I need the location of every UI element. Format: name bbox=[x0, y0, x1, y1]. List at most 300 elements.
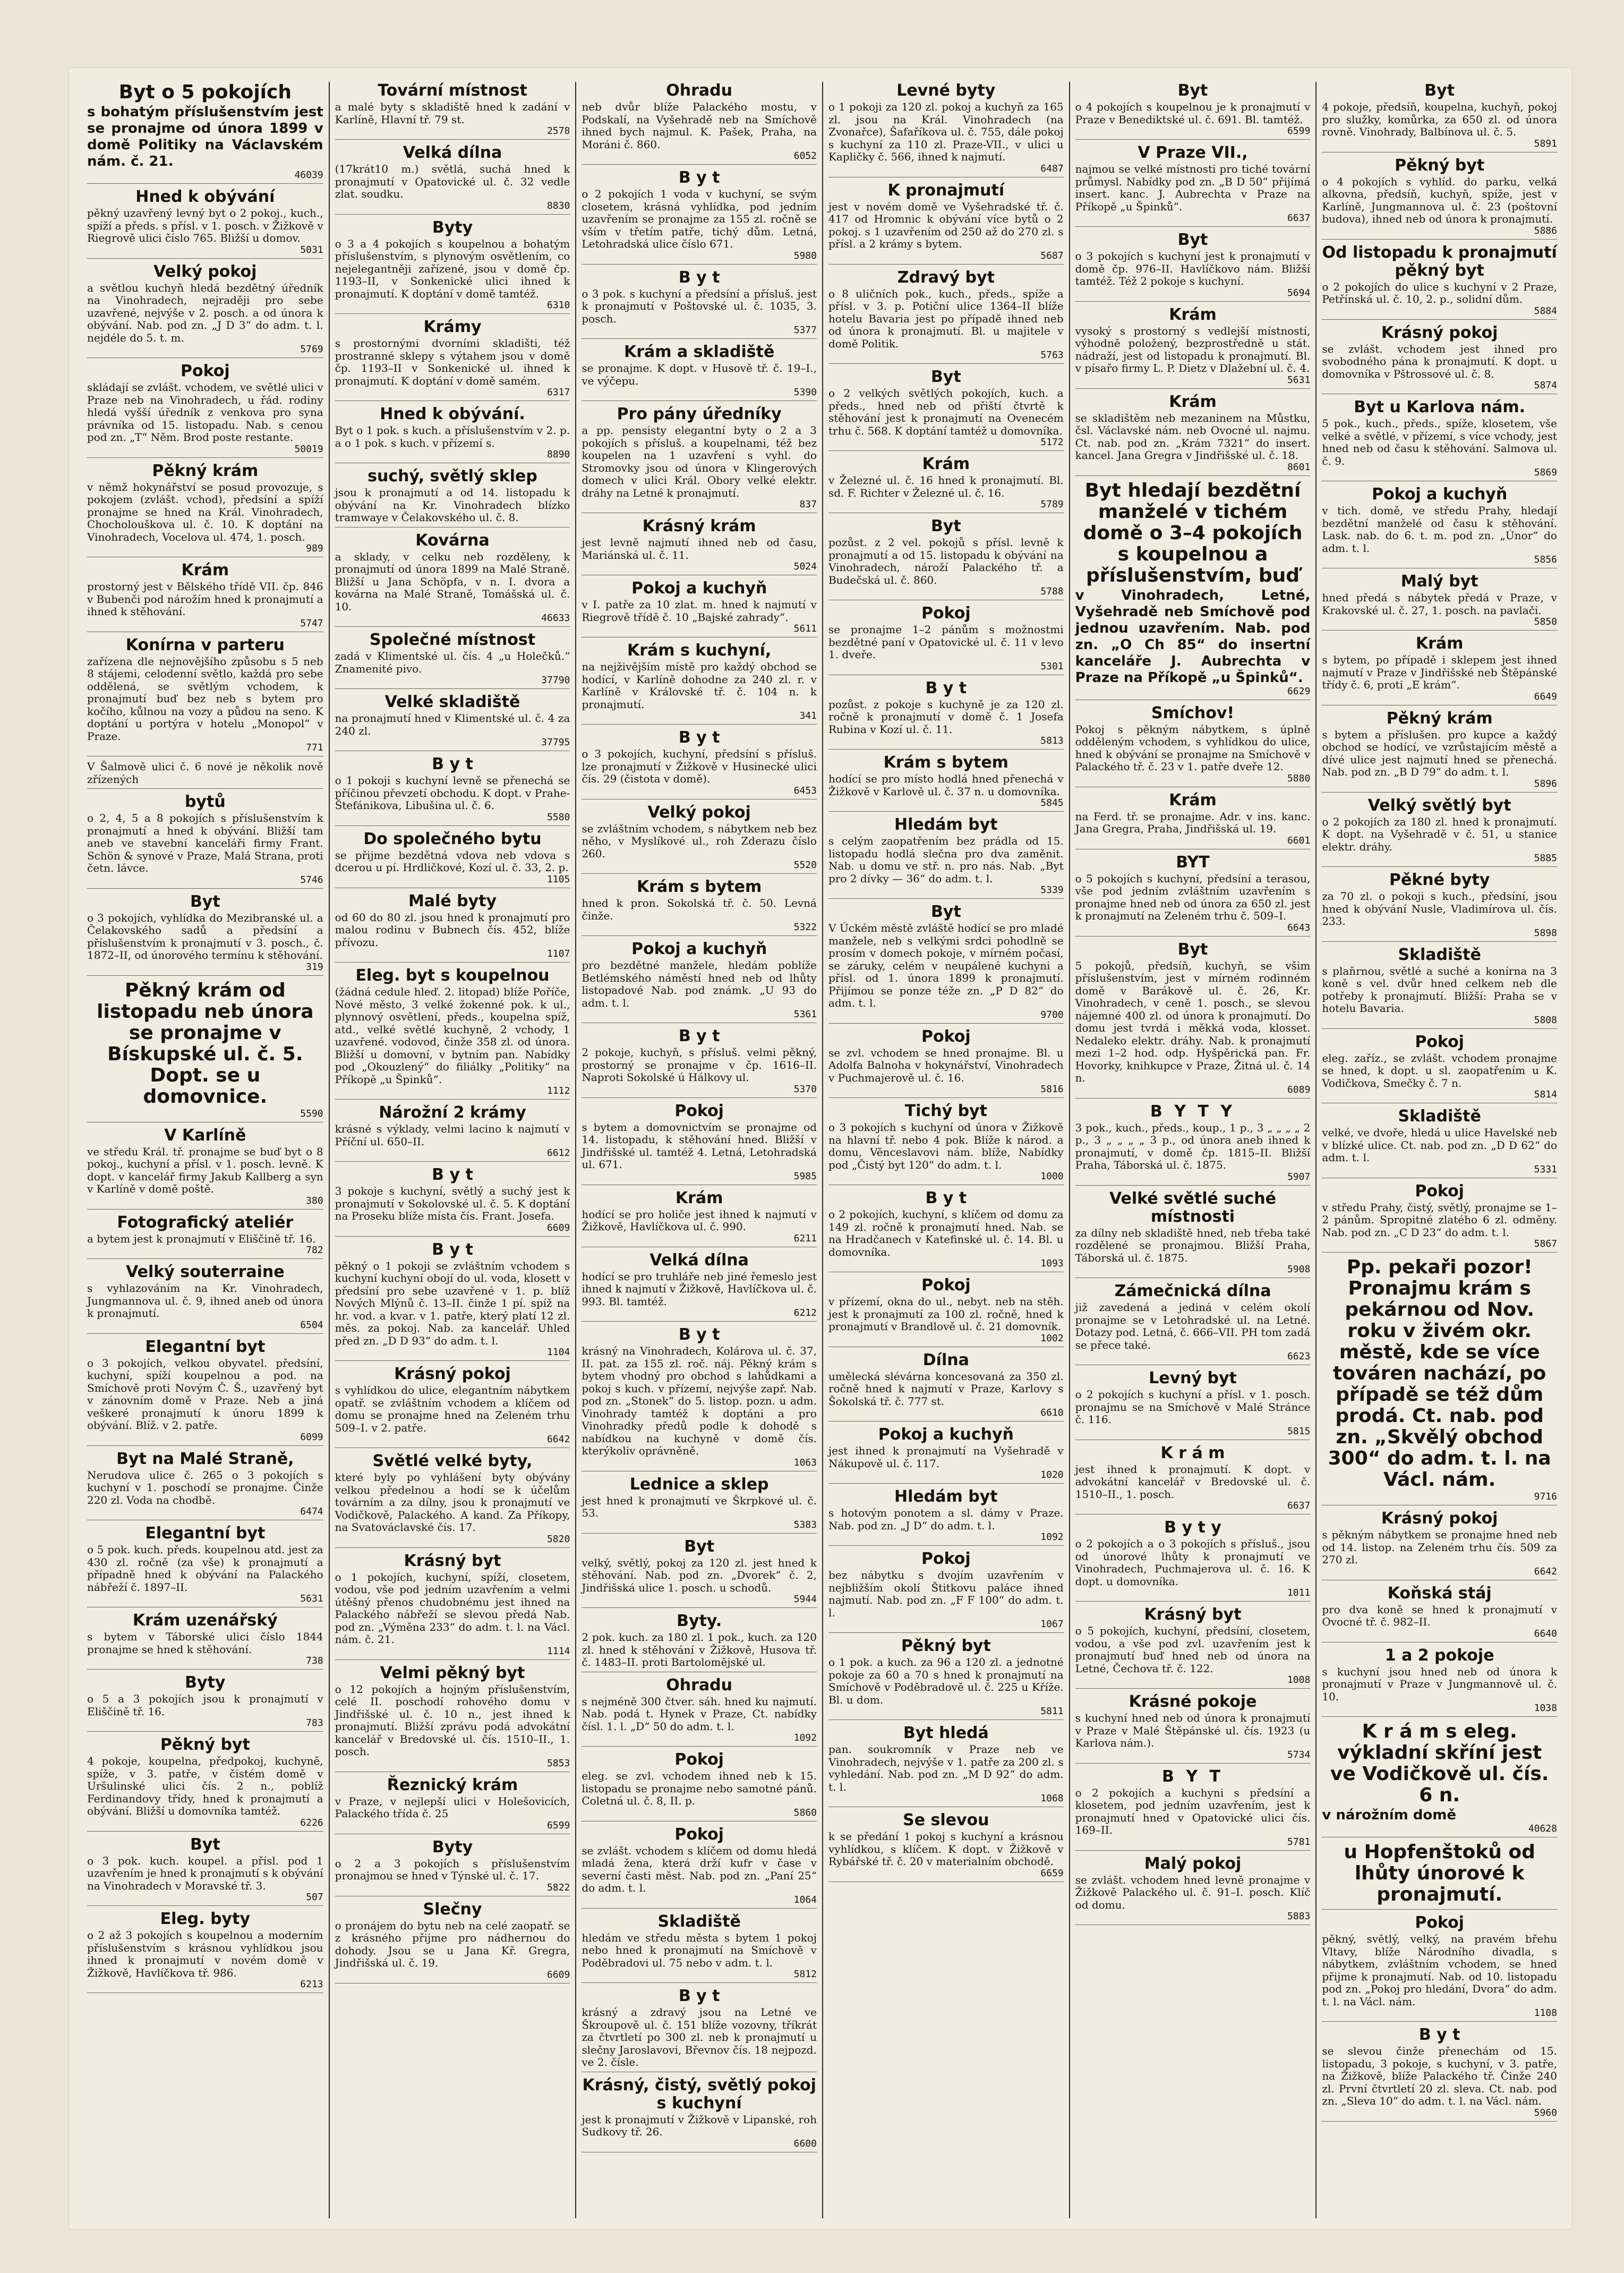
ad-reference-number: 1063 bbox=[793, 1457, 817, 1468]
ad-reference-number: 1064 bbox=[793, 1894, 817, 1905]
ad-reference-number: 8830 bbox=[546, 200, 570, 211]
classified-ad bbox=[87, 82, 323, 184]
ad-reference-number: 5631 bbox=[300, 1593, 323, 1604]
ad-reference-number: 5880 bbox=[1287, 772, 1311, 784]
ad-headline: Velký světlý byt bbox=[1367, 796, 1511, 815]
ad-text: jest v novém domě ve Vyšehradské tř. č. 417 od Hromnic k obývání více bytů o 2 pokoj. s 1 uzavřením od 250 až do 270 zl. s přísl. a 2 krámy s bytem. bbox=[828, 200, 1064, 250]
classified-ad bbox=[87, 636, 323, 757]
ad-reference-number: 6317 bbox=[546, 387, 570, 398]
column-2 bbox=[329, 82, 576, 2218]
classified-ad bbox=[1322, 871, 1557, 942]
ad-headline: Levné byty bbox=[896, 82, 996, 100]
classified-ad bbox=[582, 878, 817, 936]
classified-ad bbox=[828, 1724, 1064, 1807]
ad-headline: Hledám byt bbox=[894, 815, 998, 834]
ad-reference-number: 6099 bbox=[300, 1431, 323, 1443]
ad-reference-number: 50019 bbox=[294, 443, 323, 455]
ad-reference-number: 6609 bbox=[546, 1222, 570, 1233]
ad-reference-number: 6642 bbox=[1534, 1565, 1557, 1577]
ad-headline: Se slevou bbox=[903, 1811, 989, 1829]
ad-text: jest ihned k pronajmutí na Vyšehradě v Nákupově ul. č. 117. bbox=[828, 1444, 1064, 1470]
ad-headline: Malé byty bbox=[408, 891, 497, 910]
ad-headline: Eleg. byty bbox=[160, 1910, 251, 1928]
ad-headline: Byt bbox=[1424, 82, 1455, 100]
ad-text: o 3 a 4 pokojích s koupelnou a bohatým příslušenstvím, s plynovým osvětlením, co nejelegantněji zařízené, jsou v domě čp. 1193–II, v Sonkenické ulici ihned k pronajmutí. K doptání v domě tamtéž. bbox=[335, 237, 570, 300]
ad-reference-number: 5788 bbox=[1040, 586, 1064, 597]
ad-headline: K r á m bbox=[1160, 1443, 1225, 1462]
ad-headline: B y t bbox=[678, 1987, 720, 2005]
ad-text: o 2 pokojích s kuchyní a přísl. v 1. posch. pronajmu se na Smíchově v Malé Stránce č. 116. bbox=[1075, 1388, 1311, 1426]
classified-ad bbox=[1322, 710, 1557, 793]
ad-reference-number: 771 bbox=[306, 742, 323, 753]
classified-ad bbox=[335, 693, 570, 751]
ad-text: s bytem a příslušen. pro kupce a každý obchod se hodící, ve vzrůstajícím městě a dívé ulice jest najmutí hned se přenechá. Nab. pod zn. „B D 79“ do adm. t. l. bbox=[1322, 728, 1557, 778]
classified-ad bbox=[87, 761, 323, 789]
ad-headline: Krám s bytem bbox=[637, 878, 762, 896]
classified-ad bbox=[87, 893, 323, 976]
ad-reference-number: 5781 bbox=[1287, 1836, 1311, 1848]
classified-ad bbox=[1075, 854, 1311, 937]
classified-ad bbox=[582, 804, 817, 874]
ad-reference-number: 6089 bbox=[1287, 1084, 1311, 1095]
ad-reference-number: 507 bbox=[306, 1892, 323, 1903]
ad-reference-number: 5377 bbox=[793, 325, 817, 336]
classified-ad bbox=[335, 532, 570, 627]
ad-reference-number: 1107 bbox=[546, 948, 570, 959]
classified-ad bbox=[582, 82, 817, 165]
classified-ad bbox=[1322, 1510, 1557, 1580]
ad-reference-number: 5390 bbox=[793, 387, 817, 398]
ad-reference-number: 6637 bbox=[1287, 1500, 1311, 1511]
ad-reference-number: 1108 bbox=[1534, 2007, 1557, 2019]
ad-headline: Krám bbox=[1169, 790, 1217, 810]
ad-reference-number: 6052 bbox=[793, 150, 817, 161]
ad-reference-number: 1093 bbox=[1040, 1258, 1064, 1269]
ad-reference-number: 6599 bbox=[546, 1819, 570, 1831]
ad-reference-number: 9700 bbox=[1040, 1009, 1064, 1020]
classified-ad bbox=[87, 462, 323, 558]
ad-headline: Pokoj bbox=[181, 362, 230, 380]
ad-reference-number: 5980 bbox=[793, 250, 817, 261]
classified-ad bbox=[582, 169, 817, 265]
ad-reference-number: 5361 bbox=[793, 1009, 817, 1020]
ad-reference-number: 5024 bbox=[793, 561, 817, 572]
ad-headline: Pokoj bbox=[674, 1101, 724, 1120]
ad-headline: Pěkný krám od listopadu neb února se pronajme v Bískupské ul. č. 5. Dopt. se u domovnice. bbox=[97, 979, 314, 1108]
ad-headline: Byt bbox=[930, 903, 961, 921]
ad-headline: Byt bbox=[930, 517, 961, 535]
ad-headline: Konírna v parteru bbox=[125, 635, 285, 654]
classified-ad bbox=[87, 1674, 323, 1732]
ad-headline: Od listopadu k pronajmutí pěkný byt bbox=[1322, 243, 1557, 280]
classified-ad bbox=[1075, 144, 1311, 227]
classified-ad bbox=[582, 1326, 817, 1471]
classified-ad bbox=[335, 144, 570, 215]
classified-ad bbox=[1322, 1647, 1557, 1717]
ad-reference-number: 6504 bbox=[300, 1319, 323, 1331]
ad-headline: Byt bbox=[684, 1537, 715, 1556]
ad-reference-number: 5985 bbox=[793, 1170, 817, 1182]
ad-reference-number: 5813 bbox=[1040, 735, 1064, 746]
ad-headline: Pokoj a kuchyň bbox=[631, 579, 767, 598]
ad-text: 5 pokojů, předsíň, kuchyň, se všim příslušenstvím, jest v mírném rodinném domě v Barákově ul. č. 26, Kr. Vinohradech, v ceně 1. posch., se slevou nájemné 400 zl. od února k pronajmutí. Do domu jest tvrdá i měkká voda, klosset. Nedaleko elektr. dráhy. Nab. k pronajmutí mezi 1–2 hod. odp. Hyšpěrická pan. Fr. Hovorky, knihkupce v Praze, Žitná ul. č. 14 n. bbox=[1075, 959, 1311, 1084]
classified-ad bbox=[828, 1550, 1064, 1633]
ad-headline: Pokoj bbox=[674, 1825, 724, 1844]
ad-reference-number: 5960 bbox=[1534, 2107, 1557, 2118]
classified-ad bbox=[87, 1836, 323, 1906]
ad-text: umělecká slévárna koncesovaná za 350 zl. ročně hned k najmutí v Praze, Karlovy s Šokolská tř. č. 777 st. bbox=[828, 1369, 1064, 1408]
ad-text: s bytem, po případě i sklepem jest ihned najmutí v Praze v Jindřišské neb Štěpánské třídy č. 6, proti „E krám“. bbox=[1322, 653, 1557, 691]
classified-ad bbox=[828, 1102, 1064, 1185]
ad-text: krásné s výklady, velmi lacino k najmutí v Příční ul. 650–II. bbox=[335, 1122, 570, 1148]
ad-text: 2 pokoje, kuchyň, s přísluš. velmi pěkný, prostorný se pronajme v čp. 1616–II. Naproti Sokolské ú Hálkovy ul. bbox=[582, 1046, 817, 1084]
classified-ad bbox=[335, 1838, 570, 1896]
ad-headline: Krásný, čistý, světlý pokoj s kuchyní bbox=[582, 2075, 816, 2113]
classified-ad bbox=[335, 892, 570, 963]
ad-reference-number: 1105 bbox=[546, 873, 570, 885]
ad-text: které byly po vyhlášení byty obývány velkou předelnou a hodí se k účelům továrním a za dílny, jsou k pronajmutí ve Vodičkově, Palackého. A kand. Za Příkopy, na Svatováclavské čís. 17. bbox=[335, 1471, 570, 1534]
ad-headline: B y t bbox=[432, 1240, 473, 1259]
ad-text: se zvlášt. vchodem hned levně pronajme v Žižkově Palackého ul. č. 91–I. posch. Klíč od domu. bbox=[1075, 1873, 1311, 1911]
ad-reference-number: 5747 bbox=[300, 617, 323, 629]
ad-text: o 3 pokojích, kuchyní, předsíní s přísluš. lze pronajmutí v Žižkově v Husinecké ulici čís. 29 (čistota v domě). bbox=[582, 747, 817, 785]
classified-ad bbox=[87, 1736, 323, 1832]
classified-ad bbox=[1075, 791, 1311, 849]
ad-headline: B y t y bbox=[1164, 1518, 1221, 1537]
ad-text: v tich. domě, ve středu Prahy, hledají bezdětní manželé od času k stěhování. Lask. nab. do 6. t. m. pod zn. „Únor“ do adm. t. l. bbox=[1322, 504, 1557, 555]
ad-text: se zvlášt. vchodem s klíčem od domu hledá mladá žena, která drží kufr v čase v severní časti měst. Nab. pod zn. „Paní 25“ do adm. t. l. bbox=[582, 1844, 817, 1894]
ad-text: v Praze, v nejlepší ulici v Holešovicích, Palackého třída č. 25 bbox=[335, 1794, 570, 1820]
ad-reference-number: 837 bbox=[799, 499, 817, 510]
ad-headline: B y t bbox=[925, 678, 967, 697]
classified-ad bbox=[1075, 1693, 1311, 1764]
ad-reference-number: 5816 bbox=[1040, 1084, 1064, 1095]
ad-text: 2 pok. kuch. za 180 zl. 1 pok., kuch. za 120 zl. hned k stěhování v Žižkově, Husova tř. č. 1483–II. proti Bartolomějské ul. bbox=[582, 1631, 817, 1668]
ad-text: s vyhlazováním na Kr. Vinohradech, Jungmannova ul. č. 9, ihned aneb od února k pronajmutí. bbox=[87, 1282, 323, 1319]
ad-text: o pronájem do bytu neb na celé zaopatř. se z krásného přijme pro nádhernou do dohody. Jsou se u Jana Kř. Gregra, Jindřišská ul. č. 19. bbox=[335, 1919, 570, 1969]
ad-headline: Krásný pokoj bbox=[394, 1365, 511, 1383]
ad-headline: Krásný byt bbox=[404, 1551, 501, 1570]
ad-headline: Světlé velké byty, bbox=[372, 1452, 533, 1470]
ad-text: se zvl. vchodem se hned pronajme. Bl. u Adolfa Balnoha v hokynářství, Vinohradech v Puchmajerově ul. č. 16. bbox=[828, 1046, 1064, 1084]
ad-text: o 5 a 3 pokojích jsou k pronajmutí v Eliščině tř. 16. bbox=[87, 1692, 323, 1718]
ad-text: se přijme bezdětná vdova neb vdova s dcerou u pí. Hrdličkové, Kozí ul. č. 33, 2. p. bbox=[335, 848, 570, 874]
ad-reference-number: 5301 bbox=[1040, 660, 1064, 672]
ad-reference-number: 6649 bbox=[1534, 691, 1557, 702]
ad-text: s kuchyní jsou hned neb od února k pronajmutí v Praze v Jungmannově ul. č. 10. bbox=[1322, 1665, 1557, 1703]
ad-reference-number: 783 bbox=[306, 1717, 323, 1729]
classified-ad bbox=[582, 1476, 817, 1534]
classified-ad bbox=[828, 1351, 1064, 1422]
classified-ad bbox=[1322, 324, 1557, 395]
ad-headline: Krám bbox=[922, 455, 970, 473]
classified-ad bbox=[582, 1027, 817, 1098]
classified-ad bbox=[1322, 1585, 1557, 1642]
ad-text: hodící se pro místo hodlá hned přenechá v Žižkově v Karlově ul. č. 37 n. u domovníka. bbox=[828, 772, 1064, 798]
classified-ad bbox=[1075, 306, 1311, 389]
ad-text: a světlou kuchyň hledá bezdětný úředník na Vinohradech, nejraději pro sebe uzavřené, nejvýše v 2. posch. a od února k obývání. Nab. pod zn. „J D 3“ do adm. t. l. nejdéle do 5. t. m. bbox=[87, 281, 323, 344]
ad-reference-number: 5172 bbox=[1040, 437, 1064, 448]
ad-headline: Pěkný byt bbox=[901, 1637, 991, 1655]
ad-text: o 8 uličních pok., kuch., předs., spíže a přísl. v 3. p. Potiční ulice 1364–II blíže hotelu Bavaria jest po případě ihned neb od února k pronajmutí. Bl. u majitele v domě Politik. bbox=[828, 287, 1064, 350]
ad-headline: Pěkný krám bbox=[152, 461, 259, 480]
classified-ad bbox=[582, 1538, 817, 1608]
ad-text: o 2 velkých světlých pokojích, kuch. a předs., hned neb od přiští čtvrtě k stěhování jest k pronajmutí na Ovenecém trhu č. 568. K doptání tamtéž u domovníka. bbox=[828, 387, 1064, 437]
ad-reference-number: 319 bbox=[306, 961, 323, 973]
classified-ad bbox=[1075, 1606, 1311, 1689]
ad-text: jest ihned k pronajmutí. K dopt. v advokátní kancelář v Bredovské ul. č. 1510–II., 1. posch. bbox=[1075, 1462, 1311, 1501]
ad-headline: Krásný byt bbox=[1144, 1605, 1242, 1624]
ad-text: hodící se pro holiče jest ihned k najmutí v Žižkově, Havlíčkova ul. č. 990. bbox=[582, 1207, 817, 1233]
ad-headline: Tichý byt bbox=[904, 1102, 987, 1120]
classified-ad bbox=[1322, 635, 1557, 705]
ad-headline: B y t bbox=[678, 168, 720, 187]
ad-headline: B y t bbox=[1418, 2025, 1460, 2044]
ad-text: o 3 pokojích, vyhlídka do Mezibranské ul. a Čelakovského sadů a předsíní a příslušenstvím k pronajmutí v 3. posch., č. 1872–II, od únorového termínu k stěhování. bbox=[87, 911, 323, 961]
ad-text: pro bezdětné manžele, hledám poblíže Betlémského náměstí hned neb od lhůty listopadové Nab. pod známk. „U 93 do adm. t. l. bbox=[582, 959, 817, 1009]
classified-ad bbox=[582, 642, 817, 725]
ad-text: o 5 pokojích, kuchyní, předsíní, closetem, vodou, a vše pod zvl. uzavřením jest k pronajmutí buď hned neb od února na Letné, Čechova tř. č. 122. bbox=[1075, 1624, 1311, 1675]
ad-reference-number: 5580 bbox=[546, 811, 570, 823]
ad-text: o 3 pokojích s kuchyní jest k pronajmutí v domě čp. 976–II. Havlíčkovo nám. Bližší tamtéž. Též 2 pokoje s kuchyní. bbox=[1075, 250, 1311, 287]
ad-reference-number: 40628 bbox=[1528, 1823, 1557, 1834]
ad-text: s prostornými dvorními skladišti, též prostranné sklepy s výtahem jsou v domě čp. 1193–II v Sonkenické ul. ihned k pronajmutí. K doptání v domě samém. bbox=[335, 337, 570, 387]
ad-text: na Ferd. tř. se pronajme. Adr. v ins. kanc. Jana Gregra, Praha, Jindřišská ul. 19. bbox=[1075, 810, 1311, 835]
ad-headline: Elegantní byt bbox=[145, 1337, 266, 1356]
ad-reference-number: 6637 bbox=[1287, 212, 1311, 224]
ad-headline: Krámy bbox=[423, 318, 482, 336]
classified-ad bbox=[1322, 946, 1557, 1029]
ad-headline: Eleg. byt s koupelnou bbox=[355, 966, 550, 985]
ad-headline: Pěkný byt bbox=[1395, 156, 1485, 175]
classified-ad bbox=[1322, 157, 1557, 240]
ad-text: pozůst. z 2 vel. pokojů s přísl. levně k pronajmutí a od 15. listopadu k obývání na Vinohradech, nároží Palackého tř. a Budečská ul. č. 860. bbox=[828, 536, 1064, 586]
ad-reference-number: 6609 bbox=[546, 1969, 570, 1980]
ad-headline: Byt u Karlova nám. bbox=[1354, 398, 1525, 416]
ad-text: 3 pok., kuch., předs., koup., 1 p., 3 „ „ „ „ 2 p., 3 „ „ „ „ 3 p., od února aneb ihned k pronajmutí, v domě čp. 1815–II. Bližší Praha, Táborská ul. č. 1875. bbox=[1075, 1121, 1311, 1171]
classified-ad bbox=[335, 1664, 570, 1772]
classified-ad bbox=[87, 1910, 323, 1993]
ad-headline: Krám bbox=[1169, 392, 1217, 411]
ad-text: ve středu Král. tř. pronajme se buď byt o 8 pokoj., kuchyní a přísl. v 1. posch. levně. K dopt. v kancelář firmy Jakub Kallberg a syn v Karlíně v domě poště. bbox=[87, 1145, 323, 1195]
classified-ad bbox=[828, 269, 1064, 364]
column-6 bbox=[1315, 82, 1562, 2218]
ad-headline: Byty bbox=[432, 1837, 473, 1857]
ad-text: Pokoj s pěkným nábytkem, s úplně odděleným vchodem, s vyhlídkou do ulice, hned k obývání se pronajme na Smíchově v Palackého tř. č. 23 v 1. patře dveře 12. bbox=[1075, 722, 1311, 773]
newspaper-page bbox=[69, 68, 1572, 2229]
ad-reference-number: 6643 bbox=[1287, 922, 1311, 933]
ad-text: v němž hokynářství se posud provozuje, s pokojem (zvlášt. vchod), předsíní a spíží pronajme se hned na Král. Vinohradech, Chocholouškova ul. č. 10. K doptání na Vinohradech, Vocelova ul. 474, 1. posch. bbox=[87, 480, 323, 543]
ad-reference-number: 1104 bbox=[546, 1347, 570, 1358]
ad-text: s kuchyní hned neb od února k pronajmutí v Praze v Malé Štěpánské ul. čís. 1923 (u Karlova nám.). bbox=[1075, 1712, 1311, 1749]
ad-text: eleg. zaříz., se zvlášt. vchodem pronajme se hned, k dopt. u sl. zaopatřením u K. Vodičkova, Smečky č. 7 n. bbox=[1322, 1051, 1557, 1089]
ad-headline: Krásné pokoje bbox=[1129, 1692, 1257, 1711]
classified-ad bbox=[87, 1263, 323, 1334]
ad-headline: B Y T Y bbox=[1150, 1102, 1236, 1121]
classified-ad bbox=[335, 967, 570, 1100]
ad-headline: V Praze VII., bbox=[1138, 143, 1248, 162]
ad-reference-number: 1011 bbox=[1287, 1587, 1311, 1598]
classified-ad bbox=[335, 82, 570, 140]
classified-ad bbox=[1322, 573, 1557, 631]
ad-reference-number: 5769 bbox=[300, 344, 323, 355]
ad-text: 5 pok., kuch., předs., spíže, klosetem, vše velké a světlé, v přízemí, s více vchody, jest hned neb od času k stěhování. Salmova ul. č. 9. bbox=[1322, 417, 1557, 467]
ad-headline: Pěkné byty bbox=[1389, 871, 1490, 889]
ad-headline: Levný byt bbox=[1149, 1369, 1237, 1387]
classified-ad bbox=[582, 2076, 817, 2152]
ad-reference-number: 1038 bbox=[1534, 1702, 1557, 1714]
ad-headline: Byt hledají bezdětní manželé v tichém domě o 3–4 pokojích s koupelnou a příslušenstvím, buď bbox=[1083, 479, 1303, 586]
classified-ad bbox=[828, 1426, 1064, 1484]
ad-text: V Úckém městě zvláště hodící se pro mladé manžele, neb s velkými srdci pohodlně se prosím v domech pokoje, v mírném počasí, se záruky, celém v neupálené kuchyni a přísl. od 1. února 1899 k pronajmutí. Přijímou se ponze téže zn. „P D 82“ do adm. t. l. bbox=[828, 922, 1064, 1009]
ad-reference-number: 5370 bbox=[793, 1083, 817, 1095]
ad-text: pěkný o 1 pokoji se zvláštním vchodem s kuchyní kuchyní obojí do ul. voda, klosett v předsíní pro sebe uzavřené v 1. p. blíž Nových Mlýnů č. 13–II. činže 1 pí. spíž na hr. vod. a kvar. v 1. patře, který platí 12 zl. měs. za pokoj. Nab. za kancelář. Uhled před zn. „D D 93“ do adm. t. l. bbox=[335, 1259, 570, 1347]
ad-headline: B Y T bbox=[1162, 1767, 1224, 1786]
classified-ad bbox=[828, 816, 1064, 899]
ad-text: o 1 pokojích, kuchyní, spíží, closetem, vodou, vše pod jedním uzavřením a velmi útěšný přenos chudobnému jest ihned na Palackého nábřeží se slevou předá Nab. pod zn. „Výměna 233“ do adm. t. l. na Václ. nám. č. 21. bbox=[335, 1570, 570, 1646]
classified-ad bbox=[87, 1338, 323, 1446]
ad-headline: Pokoj bbox=[674, 1750, 724, 1769]
ad-headline: Zdravý byt bbox=[897, 268, 995, 287]
classified-ad bbox=[335, 755, 570, 826]
ad-text: o 4 pokojích s koupelnou je k pronajmutí v Praze v Benediktské ul. č. 691. Bl. tamtéž. bbox=[1075, 100, 1311, 126]
classified-ad bbox=[1322, 1257, 1557, 1505]
ad-reference-number: 5734 bbox=[1287, 1749, 1311, 1760]
ad-headline: Slečny bbox=[423, 1900, 482, 1919]
classified-ad bbox=[1075, 941, 1311, 1099]
ad-headline: bytů bbox=[184, 793, 226, 811]
ad-text: vysoký s prostorný s vedlejší místností, výhodně položený, bezprostředně u stát. nádraží, jest od listopadu k pronajmutí. Bl. v písařo firmy L. P. Dietz v Dlažební ul. č. 4. bbox=[1075, 324, 1311, 374]
ad-text: o 2 pokojích do ulice s kuchyní v 2 Praze, Petřínská ul. č. 10, 2. p., solidní dům. bbox=[1322, 280, 1557, 305]
ad-text: se zvlášt. vchodem jest ihned pro svobodného pána k pronajmutí. K dopt. u domovníka v Pštrossové ul. č. 8. bbox=[1322, 342, 1557, 380]
ad-text: o 1 pokoji s kuchyní levně se přenechá se příčinou převzetí obchodu. K dopt. v Prahe-Štefánikova, Libušina ul. č. 6. bbox=[335, 774, 570, 812]
ad-reference-number: 6211 bbox=[793, 1232, 817, 1244]
ad-text: (17krát10 m.) světlá, suchá hned k pronajmutí v Opatovické ul. č. 32 vedle zlat. soudku. bbox=[335, 163, 570, 200]
ad-headline: Pro pány úředníky bbox=[617, 405, 782, 423]
ad-reference-number: 6474 bbox=[300, 1506, 323, 1517]
ad-headline: Velmi pěkný byt bbox=[380, 1663, 525, 1682]
ad-headline: Byt bbox=[930, 368, 961, 386]
ad-reference-number: 8601 bbox=[1287, 461, 1311, 473]
ad-reference-number: 6612 bbox=[546, 1147, 570, 1159]
classified-ad bbox=[335, 1552, 570, 1660]
ad-headline: Smíchov! bbox=[1151, 703, 1235, 722]
classified-ad bbox=[1075, 1855, 1311, 1926]
ad-text: skládají se zvlášt. vchodem, ve světlé ulici v Praze neb na Vinohradech, u řád. rodiny hledá vyšší úředník z venkova pro syna právníka od 15. listopadu. Nab. s cenou pod zn. „T“ Něm. Brod poste restante. bbox=[87, 381, 323, 444]
classified-ad bbox=[828, 1028, 1064, 1099]
ad-headline: Fotografický ateliér bbox=[117, 1213, 294, 1232]
classified-ad bbox=[335, 405, 570, 463]
ad-headline: B y t bbox=[678, 728, 720, 747]
ad-reference-number: 5808 bbox=[1534, 1014, 1557, 1026]
ad-headline: Ohradu bbox=[666, 82, 733, 100]
classified-ad bbox=[582, 729, 817, 799]
classified-ad bbox=[1322, 1842, 1557, 1910]
ad-reference-number: 6213 bbox=[300, 1979, 323, 1990]
classified-ad bbox=[828, 1488, 1064, 1546]
ad-text: neb dvůr blíže Palackého mostu, v Podskalí, na Vyšehradě neb na Smíchově ihned bych najmul. K. Pašek, Praha, na Moráni č. 860. bbox=[582, 100, 817, 151]
ad-headline: Koňská stáj bbox=[1387, 1584, 1492, 1603]
ad-text: o 2 pokojích a o 3 pokojích s přísluš., jsou od únorové lhůty k pronajmutí ve Vinohradech, Puchmajerova ul. č. 16. K dopt. u domovníka. bbox=[1075, 1537, 1311, 1588]
ad-text: o 2 až 3 pokojích s koupelnou a moderním příslušenstvím s krásnou vyhlídkou jsou ihned k pronajmutí v novém domě v Žižkově, Havlíčkova tř. 986. bbox=[87, 1929, 323, 1979]
ad-headline: B y t bbox=[678, 268, 720, 287]
classified-ad bbox=[582, 580, 817, 637]
ad-text: v středu Prahy, čistý, světlý, pronajme se 1–2 pánům. Spropitné zlatého 6 zl. odměny. Nab. pod zn. „C D 23“ do adm. t. l. bbox=[1322, 1201, 1557, 1239]
ad-reference-number: 6610 bbox=[1040, 1407, 1064, 1418]
ad-headline: Byt bbox=[1177, 82, 1208, 100]
ad-reference-number: 6212 bbox=[793, 1307, 817, 1318]
ad-text: hodící se pro truhláře neb jiné řemeslo jest ihned k najmutí v Žižkově, Havlíčkova ul. č. 993. Bl. tamtéž. bbox=[582, 1270, 817, 1308]
ad-reference-number: 6599 bbox=[1287, 125, 1311, 137]
ad-headline: Pokoj bbox=[1415, 1181, 1464, 1201]
ad-text: s celým zaopatřením bez prádla od 15. listopadu hodlá slečna pro dva zaměnit. Nab. u domu ve stř. n. pro nás. Nab. „Byt pro 2 dívky — 36“ do adm. t. l. bbox=[828, 835, 1064, 885]
classified-ad bbox=[828, 1189, 1064, 1272]
ad-headline: Byt bbox=[190, 1835, 220, 1854]
classified-ad bbox=[1322, 1914, 1557, 2022]
classified-ad bbox=[828, 182, 1064, 265]
ad-text: v přízemí, okna do ul., nebyt. neb na stěh. jest k pronajmutí za 100 zl. ročně, hned k pronajmutí v Brandlově ul. č. 21 domovník. bbox=[828, 1295, 1064, 1333]
ad-headline: u Hopfenštoků od lhůty únorové k pronajmutí. bbox=[1344, 1841, 1535, 1905]
classified-ad bbox=[582, 1252, 817, 1322]
ad-headline: Tovární místnost bbox=[378, 82, 527, 100]
ad-reference-number: 5853 bbox=[546, 1757, 570, 1769]
ad-headline: Lednice a sklep bbox=[629, 1475, 769, 1494]
ad-reference-number: 6487 bbox=[1040, 163, 1064, 174]
classified-ad bbox=[1075, 1103, 1311, 1186]
classified-ad bbox=[335, 1365, 570, 1448]
ad-reference-number: 1067 bbox=[1040, 1619, 1064, 1630]
classified-ad bbox=[582, 343, 817, 401]
ad-text: o 3 pokojích s kuchyní od února v Žižkově na hlavní tř. nebo 4 pok. Blíže k národ. a domu, Věnceslavovi nám. blíže, Nabídky pod „Čistý byt 120“ do adm. t. l. bbox=[828, 1121, 1064, 1171]
classified-ad bbox=[1075, 1282, 1311, 1365]
classified-ad bbox=[1075, 480, 1311, 700]
ad-text: a pp. pensisty elegantní byty o 2 a 3 pokojích s přísluš. a koupelnami, též bez koupelen na 1 uzavření s vyhl. do Stromovky jsou od února v Klingerových domech v ulici Král. Obory velké elektr. dráhy na Letné k pronajmutí. bbox=[582, 424, 817, 499]
ad-reference-number: 5812 bbox=[793, 1969, 817, 1980]
ad-text: se skladištěm neb mezaninem na Můstku, čsl. Václavské nám. neb Ovocné ul. najmu. Ct. nab. pod zn. „Krám 7321“ do insert. kancel. Jana Gregra v Jindřišské ul. č. 18. bbox=[1075, 411, 1311, 462]
ad-text: pěkný, světlý, velký, na pravém břehu Vltavy, blíže Národního divadla, s nábytkem, zvláštním vchodem, se hned přijme k pronajmutí. Nab. od 10. listopadu pod zn. „Pokoj pro hledání, Dvora“ do adm. t. l. na Václ. nám. bbox=[1322, 1933, 1557, 2008]
classified-ad bbox=[87, 263, 323, 359]
classified-ad bbox=[1075, 82, 1311, 140]
ad-text: s vyhlídkou do ulice, elegantním nábytkem opatř. se zvláštním vchodem a klíčem od domu se pronajme hned na Zeleném trhu 509–I. v 2. patře. bbox=[335, 1384, 570, 1434]
ad-text: V Šalmově ulici č. 6 nové je několik nově zřízených bbox=[87, 760, 323, 786]
ad-text: o 1 pokoji za 120 zl. pokoj a kuchyň za 165 zl. jsou na Král. Vinohradech (na Zvonařce), Šafaříkova ul. č. 755, dále pokoj s kuchyní za 110 zl. Praze-VII., v ulici u Kapličky č. 566, ihned k najmutí. bbox=[828, 100, 1064, 163]
ad-reference-number: 5944 bbox=[793, 1594, 817, 1605]
ad-headline: Nárožní 2 krámy bbox=[379, 1103, 526, 1122]
ad-headline: Krásný krám bbox=[642, 517, 756, 535]
ad-headline: B y t bbox=[678, 1325, 720, 1344]
ad-headline: Byt o 5 pokojích bbox=[118, 82, 292, 103]
ad-reference-number: 5908 bbox=[1287, 1264, 1311, 1275]
ad-headline: Skladiště bbox=[657, 1912, 741, 1931]
ad-reference-number: 37795 bbox=[541, 737, 570, 748]
ad-headline: Dílna bbox=[922, 1350, 969, 1369]
ad-headline: Hledám byt bbox=[894, 1487, 998, 1506]
classified-ad bbox=[87, 561, 323, 632]
classified-ad bbox=[87, 1127, 323, 1210]
ad-text: se zvláštním vchodem, s nábytkem neb bez něho, v Myslíkové ul., roh Zderazu číslo 260. bbox=[582, 822, 817, 860]
ad-headline: Byt bbox=[1177, 231, 1208, 249]
ad-reference-number: 1008 bbox=[1287, 1674, 1311, 1685]
ad-headline: BYT bbox=[1176, 853, 1210, 872]
ad-reference-number: 5811 bbox=[1040, 1706, 1064, 1717]
ad-text: již zavedená a jediná v celém okolí pronajme se v Letohradské ul. na Letné. Dotazy pod. Letná, č. 666–VII. PH tom zadá se přece také. bbox=[1075, 1301, 1311, 1351]
ad-reference-number: 1092 bbox=[1040, 1531, 1064, 1543]
classified-ad bbox=[828, 1637, 1064, 1720]
ad-headline: Krám uzenářský bbox=[132, 1611, 278, 1630]
ad-text: o 2, 4, 5 a 8 pokojích s příslušenstvím k pronajmutí a hned k obývání. Bližší tam aneb ve stavební kanceláři firmy Frant. Schön & synové v Praze, Malá Strana, proti četn. lávce. bbox=[87, 812, 323, 874]
classified-ad bbox=[335, 1104, 570, 1162]
ad-text: hned k pron. Sokolská tř. č. 50. Levná činže. bbox=[582, 897, 817, 922]
